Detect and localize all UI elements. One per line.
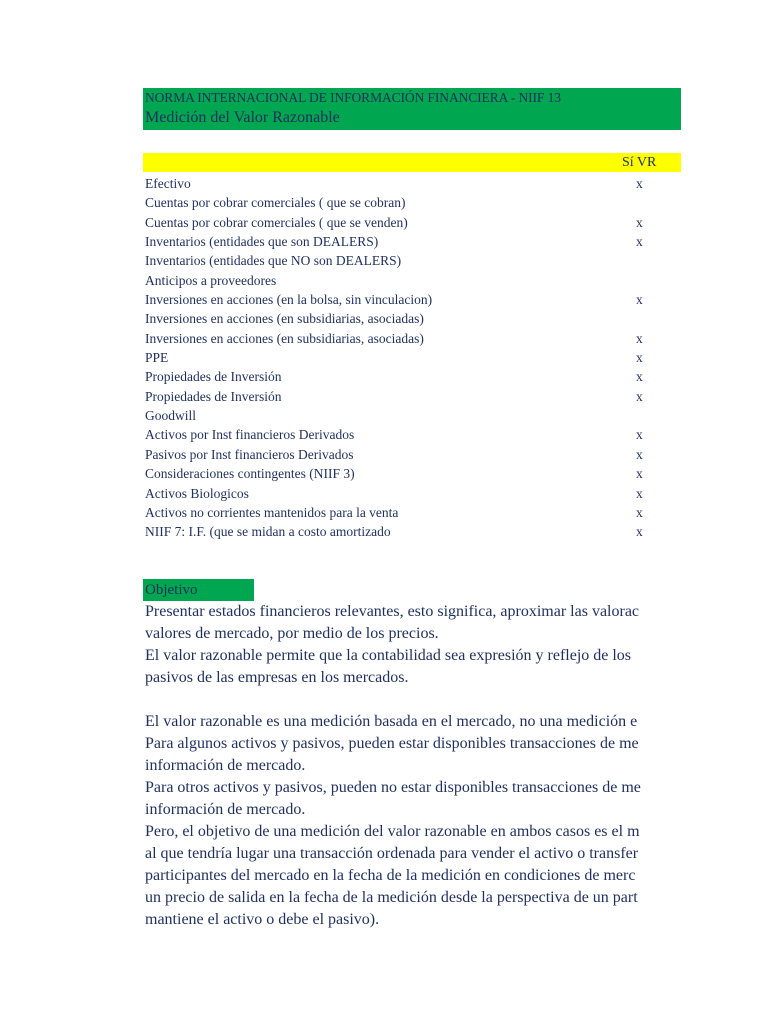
table-row — [145, 503, 681, 522]
row-mark: x — [636, 350, 643, 366]
objetivo-line: Para algunos activos y pasivos, pueden estar disponibles transacciones de me — [145, 735, 639, 752]
row-label: Efectivo — [145, 176, 191, 191]
row-mark: x — [636, 292, 643, 308]
objetivo-line: mantiene el activo o debe el pasivo). — [145, 911, 380, 928]
table-row — [145, 290, 681, 309]
row-label: Inversiones en acciones (en subsidiarias, asociadas) — [145, 311, 424, 327]
row-mark: x — [636, 234, 643, 250]
items-list — [145, 174, 681, 542]
row-mark: x — [636, 446, 643, 462]
objetivo-line: información de mercado. — [145, 801, 306, 818]
table-row — [145, 522, 681, 541]
table-row — [145, 174, 681, 193]
table-row — [145, 445, 681, 464]
row-label: Cuentas por cobrar comerciales ( que se venden) — [145, 214, 408, 230]
row-mark: x — [636, 504, 643, 520]
document-title: NORMA INTERNACIONAL DE INFORMACIÓN FINANCIERA - NIIF 13 — [145, 90, 561, 105]
table-row — [145, 251, 681, 270]
row-mark: x — [636, 369, 643, 385]
objetivo-line: Presentar estados financieros relevantes, esto significa, aproximar las valorac — [145, 603, 640, 620]
row-label: Activos Biologicos — [145, 485, 249, 501]
table-row — [145, 329, 681, 348]
table-row — [145, 387, 681, 406]
objetivo-line — [145, 689, 681, 711]
table-header-band — [143, 153, 681, 172]
row-mark: x — [636, 485, 643, 501]
row-label: Anticipos a proveedores — [145, 272, 277, 288]
table-row — [145, 271, 681, 290]
objetivo-line: información de mercado. — [145, 757, 306, 774]
objetivo-line: pasivos de las empresas en los mercados. — [145, 669, 409, 686]
row-mark: x — [636, 466, 643, 482]
row-label: Inventarios (entidades que NO son DEALERS) — [145, 253, 402, 269]
row-mark: x — [636, 388, 643, 404]
row-label: NIIF 7: I.F. (que se midan a costo amortizado — [145, 524, 391, 540]
table-row — [145, 213, 681, 232]
column-header-si-vr: Sí VR — [622, 155, 657, 170]
row-label: Consideraciones contingentes (NIIF 3) — [145, 466, 355, 482]
objetivo-line: al que tendría lugar una transacción ordenada para vender el activo o transfer — [145, 845, 639, 862]
table-row — [145, 348, 681, 367]
row-label: Goodwill — [145, 408, 197, 424]
row-label: Pasivos por Inst financieros Derivados — [145, 446, 354, 462]
row-mark: x — [636, 214, 643, 230]
objetivo-line: Pero, el objetivo de una medición del valor razonable en ambos casos es el m — [145, 823, 640, 840]
objetivo-line: valores de mercado, por medio de los precios. — [145, 625, 439, 642]
objetivo-title: Objetivo — [145, 582, 198, 598]
table-row — [145, 232, 681, 251]
objetivo-line: El valor razonable es una medición basada en el mercado, no una medición e — [145, 713, 638, 730]
table-row — [145, 464, 681, 483]
row-mark: x — [636, 330, 643, 346]
objetivo-line: participantes del mercado en la fecha de la medición en condiciones de merc — [145, 867, 636, 884]
objetivo-line: Para otros activos y pasivos, pueden no estar disponibles transacciones de me — [145, 779, 641, 796]
objetivo-line: un precio de salida en la fecha de la medición desde la perspectiva de un part — [145, 889, 638, 906]
table-row — [145, 193, 681, 212]
row-label: Activos no corrientes mantenidos para la venta — [145, 504, 399, 520]
table-row — [145, 406, 681, 425]
row-label: Inversiones en acciones (en la bolsa, sin vinculacion) — [145, 292, 433, 308]
row-label: Activos por Inst financieros Derivados — [145, 427, 355, 443]
row-mark: x — [636, 524, 643, 540]
row-label: Propiedades de Inversión — [145, 388, 282, 404]
table-row — [145, 367, 681, 386]
row-label: Cuentas por cobrar comerciales ( que se cobran) — [145, 195, 406, 211]
row-label: Inventarios (entidades que son DEALERS) — [145, 234, 379, 250]
objetivo-line: El valor razonable permite que la contabilidad sea expresión y reflejo de los — [145, 647, 632, 664]
table-row — [145, 425, 681, 444]
row-mark: x — [636, 427, 643, 443]
table-row — [145, 484, 681, 503]
row-label: Propiedades de Inversión — [145, 369, 282, 385]
row-label: PPE — [145, 350, 169, 366]
row-label: Inversiones en acciones (en subsidiarias, asociadas) — [145, 330, 424, 346]
document-subtitle: Medición del Valor Razonable — [145, 109, 340, 126]
objetivo-body — [145, 601, 681, 931]
row-mark: x — [636, 176, 643, 191]
table-row — [145, 309, 681, 328]
